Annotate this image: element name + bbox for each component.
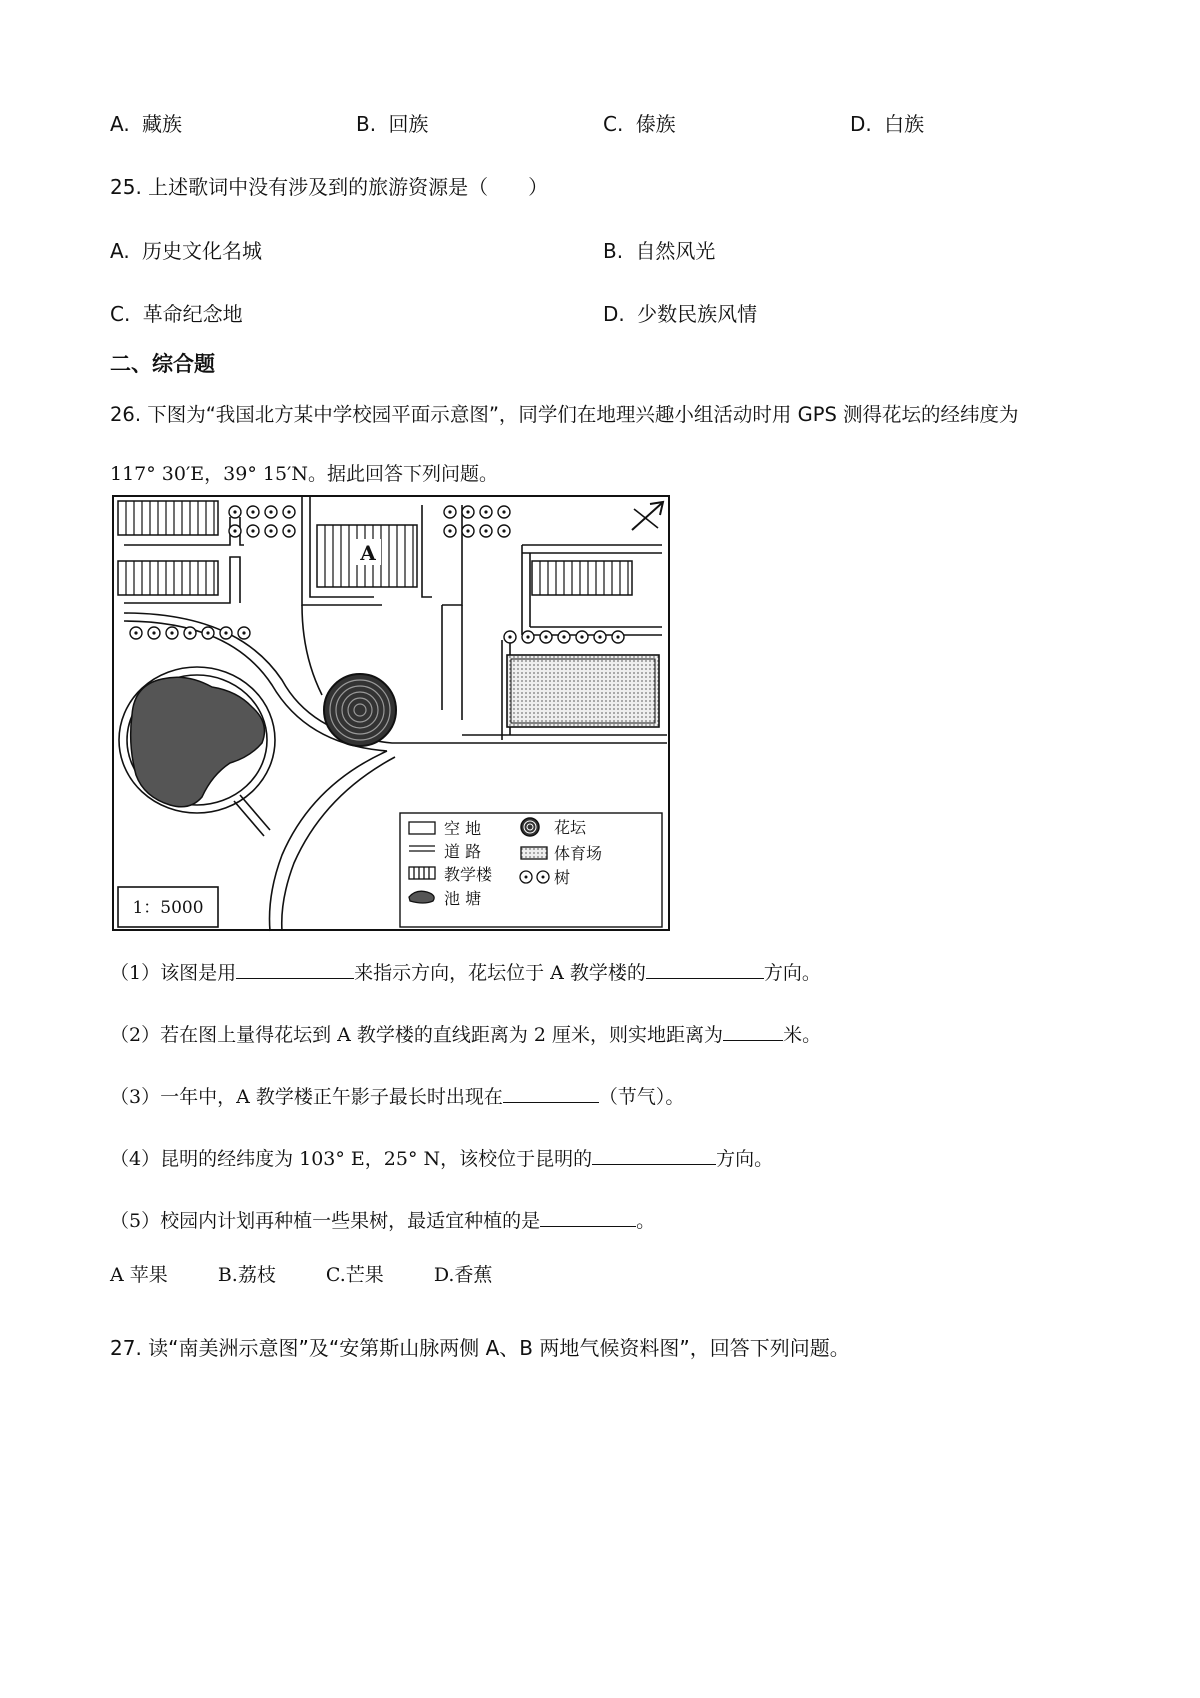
legend-road: 道 路 [444,842,482,861]
fruit-option: A 苹果 [110,1264,168,1286]
answer-blank[interactable] [503,1082,599,1103]
q25-option-b [603,238,715,264]
building-a-label: A [360,541,376,565]
sub1-text-c: 方向。 [763,962,821,984]
option-text: 自然风光 [635,239,716,263]
q26-sub5 [110,1206,655,1234]
sub2-text-a: （2）若在图上量得花坛到 A 教学楼的直线距离为 2 厘米，则实地距离为 [110,1024,724,1046]
q25-option-a [110,238,262,264]
option-text: 藏族 [142,112,183,136]
option-text: 白族 [884,112,925,136]
answer-blank[interactable] [723,1020,783,1041]
answer-blank[interactable] [646,958,764,979]
legend-sports-field: 体育场 [554,844,603,863]
q24-option-d [850,111,924,137]
sub1-text-a: （1）该图是用 [110,962,237,984]
option-text: 傣族 [635,112,676,136]
option-letter: C. [603,112,624,136]
answer-blank[interactable] [592,1144,716,1165]
legend-pond: 池 塘 [444,889,482,908]
q26-fruit-options [110,1262,492,1288]
option-letter: A. [110,239,130,263]
q26-sub4 [110,1144,773,1172]
q27-stem: 27. 读“南美洲示意图”及“安第斯山脉两侧 A、B 两地气候资料图”，回答下列问题。 [110,1336,850,1360]
q25-option-c [110,301,243,327]
sub5-text-a: （5）校园内计划再种植一些果树，最适宜种植的是 [110,1210,541,1232]
fruit-option: B.荔枝 [217,1264,276,1286]
sub3-text-a: （3）一年中，A 教学楼正午影子最长时出现在 [110,1086,503,1108]
option-letter: B. [603,239,624,263]
option-letter: D. [850,112,872,136]
legend-tree: 树 [554,868,571,887]
q25-stem: 25. 上述歌词中没有涉及到的旅游资源是（ ） [110,175,549,199]
fruit-option: D.香蕉 [433,1264,493,1286]
sub5-text-b: 。 [636,1210,656,1232]
q24-option-a [110,111,182,137]
sub1-text-b: 来指示方向，花坛位于 A 教学楼的 [354,962,646,984]
answer-blank[interactable] [236,958,354,979]
option-text: 回族 [388,112,429,136]
q24-option-b [356,111,428,137]
sub2-text-b: 米。 [783,1024,822,1046]
flower-bed [324,674,396,746]
legend-open-space: 空 地 [444,819,482,838]
option-text: 少数民族风情 [637,302,758,326]
option-text: 历史文化名城 [142,239,263,263]
section-title: 二、综合题 [110,352,215,376]
answer-blank[interactable] [540,1206,636,1227]
sub4-text-a: （4）昆明的经纬度为 103° E，25° N，该校位于昆明的 [110,1148,593,1170]
campus-map [112,495,672,933]
q25-option-d [603,301,757,327]
sports-field [507,655,659,727]
option-text: 革命纪念地 [142,302,243,326]
q24-option-c [603,111,676,137]
q26-sub2 [110,1020,821,1048]
sub4-text-b: 方向。 [716,1148,774,1170]
q26-stem-line2: 117° 30′E，39° 15′N。据此回答下列问题。 [110,463,498,485]
option-letter: B. [356,112,377,136]
option-letter: C. [110,302,131,326]
option-letter: D. [603,302,625,326]
q26-sub3 [110,1082,684,1110]
scale-text: 1：5000 [132,898,204,918]
q26-stem-line1: 26. 下图为“我国北方某中学校园平面示意图”，同学们在地理兴趣小组活动时用 GPS 测得花坛的经纬度为 [110,403,1019,426]
q26-sub1 [110,958,821,986]
sub3-text-b: （节气）。 [598,1086,685,1108]
option-letter: A. [110,112,130,136]
fruit-option: C.芒果 [325,1264,384,1286]
legend-teaching-building: 教学楼 [444,865,493,884]
legend-flower-bed: 花坛 [554,818,587,837]
